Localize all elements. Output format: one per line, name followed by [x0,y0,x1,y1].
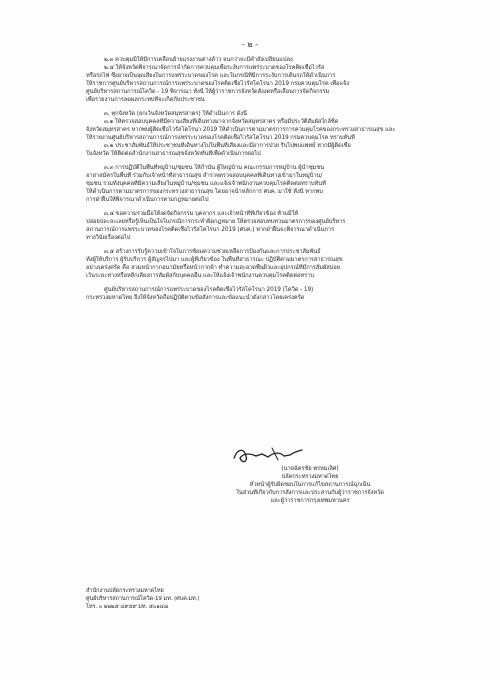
page-number: - ๒ - [241,40,259,49]
paragraph-line: ศูนย์บริหารสถานการณ์การแพร่ระบาดของโรคติดเชื้อไวรัสโคโรนา 2019 (โควิด - 19) [104,287,314,293]
signatory-name: (นายฉัตรชัย พรหมเลิศ) [281,466,339,472]
paragraph-line: ๓.๑ ให้ตรวจสอบบุคคลที่มีความเสี่ยงที่เดินทางมาจากจังหวัดสมุทรสาคร หรือมีประวัติสัมผัสใกล้ชิด [104,119,339,125]
paragraph-line: การฝ่าฝืนให้พิจารณาดำเนินการตามกฎหมายต่อไป [86,197,209,203]
paragraph-line: ปล่อยปละละเลยหรือรู้เห็นเป็นใจในกรณีการกระทำผิดกฎหมาย ให้ตรวจสอบทบทวนมาตรการของศูนย์บริหาร [86,219,346,225]
signatory-position: หัวหน้าผู้รับผิดชอบในการแก้ไขสถานการณ์ฉุกเฉิน [249,482,371,488]
document-body [86,56,426,302]
paragraph-line: ๒.๔ ให้จังหวัดพิจารณาจัดการจำกัดการควบคุมเพื่อระงับการแพร่ระบาดของโรคติดเชื้อไวรัส [104,65,325,71]
paragraph-line: อาสาสมัครในพื้นที่ ร่วมกับเจ้าหน้าที่สาธารณสุข สำรวจตรวจสอบบุคคลที่เดินทางเข้ามาในหมู่บ้าน/ [86,173,323,179]
footer-office: สำนักงานปลัดกระทรวงมหาดไทย [86,588,164,594]
footer-phone: โทร. ๐ ๒๒๒๕ ๔๙๕๙ มท. ๕๐๑๔๗ [86,604,168,610]
paragraph-line: ๓.๕ สร้างการรับรู้ความเข้าใจในการซ้อมความช่วยเหลือการป้องกันและการประชาสัมพันธ์ [104,249,321,255]
paragraph-line: ๓.๔ ขอความร่วมมือให้งดจัดกิจกรรม บุคลากร และเจ้าหน้าที่ที่เกี่ยวข้อง ห้ามมิให้ [104,211,299,217]
paragraph-line: หรือรถไฟ ซึ่งอาจเป็นจุดเสี่ยงในการแพร่ระบาดของโรค และในกรณีที่มีการระงับการเดินรถให้ดำเนินการ [86,73,336,79]
paragraph-line: ชุมชน รวมทั้งบุคคลที่มีความเสี่ยงในหมู่บ้าน/ชุมชน และแจ้งเจ้าพนักงานควบคุมโรคติดต่อทราบทันที [86,181,326,187]
paragraph-line: ให้ดำเนินการตามมาตรการของกระทรวงสาธารณสุข โดยอาจนำหลักการ ศบค. มาใช้ ทั้งนี้ หากพบ [86,189,323,195]
paragraph-line: ในจังหวัด ให้ติดต่อสำนักงานสาธารณสุขจังหวัดทันทีเพื่อดำเนินการต่อไป [86,151,261,157]
document-footer [86,587,326,611]
paragraph-line: ๒.๓ ควบคุมมิให้มีการเคลื่อนย้ายแรงงานต่างด้าว จนกว่าจะมีคำสั่งเปลี่ยนแปลง [104,57,293,63]
paragraph-line: เว้นระยะห่างหรือหลีกเลี่ยงการสัมผัสกับบุคคลอื่น และให้แจ้งเจ้าพนักงานควบคุมโรคติดต่อทราบ [86,273,314,279]
signatory-position: ในส่วนที่เกี่ยวกับการสั่งการและประสานกับผู้ว่าราชการจังหวัด [236,490,384,496]
paragraph-line: อย่างเคร่งครัด คือ สวมหน้ากากอนามัยหรือหน้ากากผ้า ทำความสะอาดพื้นผิวและอุปกรณ์ที่มีการสัมผัสบ่อย [86,265,340,271]
signature-block [210,465,410,505]
paragraph-line: ให้รายงานศูนย์บริหารสถานการณ์การแพร่ระบาดของโรคติดเชื้อไวรัสโคโรนา 2019 กรมควบคุมโรค ทราบทันที [86,135,355,141]
paragraph-line: ให้ราชการศูนย์บริหารสถานการณ์การแพร่ระบาดของโรคติดเชื้อไวรัสโคโรนา 2019 กรมควบคุมโรค เพื่อแจ้ง [86,81,350,87]
paragraph-line: สถานการณ์การแพร่ระบาดของโรคติดเชื้อไวรัสโคโรนา 2019 (ศบค.) หากฝ่าฝืนจะพิจารณาดำเนินการ [86,227,335,233]
signatory-position: และผู้ว่าราชการกรุงเทพมหานคร [270,498,350,504]
paragraph-line: จังหวัดสมุทรสาคร หากพบผู้ติดเชื้อไวรัสโคโรนา 2019 ให้ดำเนินการตามมาตรการการควบคุมโรคของกระทรวงสาธารณสุข และ [86,127,396,133]
paragraph-line: ทั้งผู้ให้บริการ ผู้รับบริการ ผู้สัญจรไปมา และผู้ที่เกี่ยวข้อง ในพื้นที่สาธารณะ ปฏิบัติตามมาตรการสาธารณสุข [86,257,343,263]
paragraph-line: เพื่อรายงานการลดผลกระทบที่จะเกิดกับประชาชน [86,97,205,103]
paragraph-line: กระทรวงมหาดไทย จึงให้จังหวัดถือปฏิบัติตามข้อสั่งการและข้อแนะนำดังกล่าวโดยเคร่งครัด [86,295,305,301]
paragraph-line: ทางวินัยเรื่องต่อไป [86,235,131,241]
paragraph-line: ๓.๓ การปฏิบัติในพื้นที่หมู่บ้าน/ชุมชน ให้กำนัน ผู้ใหญ่บ้าน คณะกรรมการหมู่บ้าน ผู้นำชุมชน [104,165,324,171]
signatory-position: ปลัดกระทรวงมหาดไทย [281,474,339,480]
paragraph-line: ๓.๒ ประชาสัมพันธ์ให้ประชาชนที่เดินทางไปในพื้นที่เสี่ยงและมีอาการป่วย รีบไปพบแพทย์ หากมีผู้ติดเชื้อ [104,143,351,149]
footer-center: ศูนย์บริหารสถานการณ์โควิด-19 มท. (ศบค.มท.) [86,596,200,602]
paragraph-line: ศูนย์บริหารสถานการณ์โควิด - 19 พิจารณา ทั้งนี้ ให้ผู้ว่าราชการจังหวัดสั่งงดหรือเลื่อนการจัดกิจกรรม [86,89,330,95]
paragraph-line: ๓. ทุกจังหวัด (ยกเว้นจังหวัดสมุทรสาคร) ให้ดำเนินการ ดังนี้ [104,111,247,117]
